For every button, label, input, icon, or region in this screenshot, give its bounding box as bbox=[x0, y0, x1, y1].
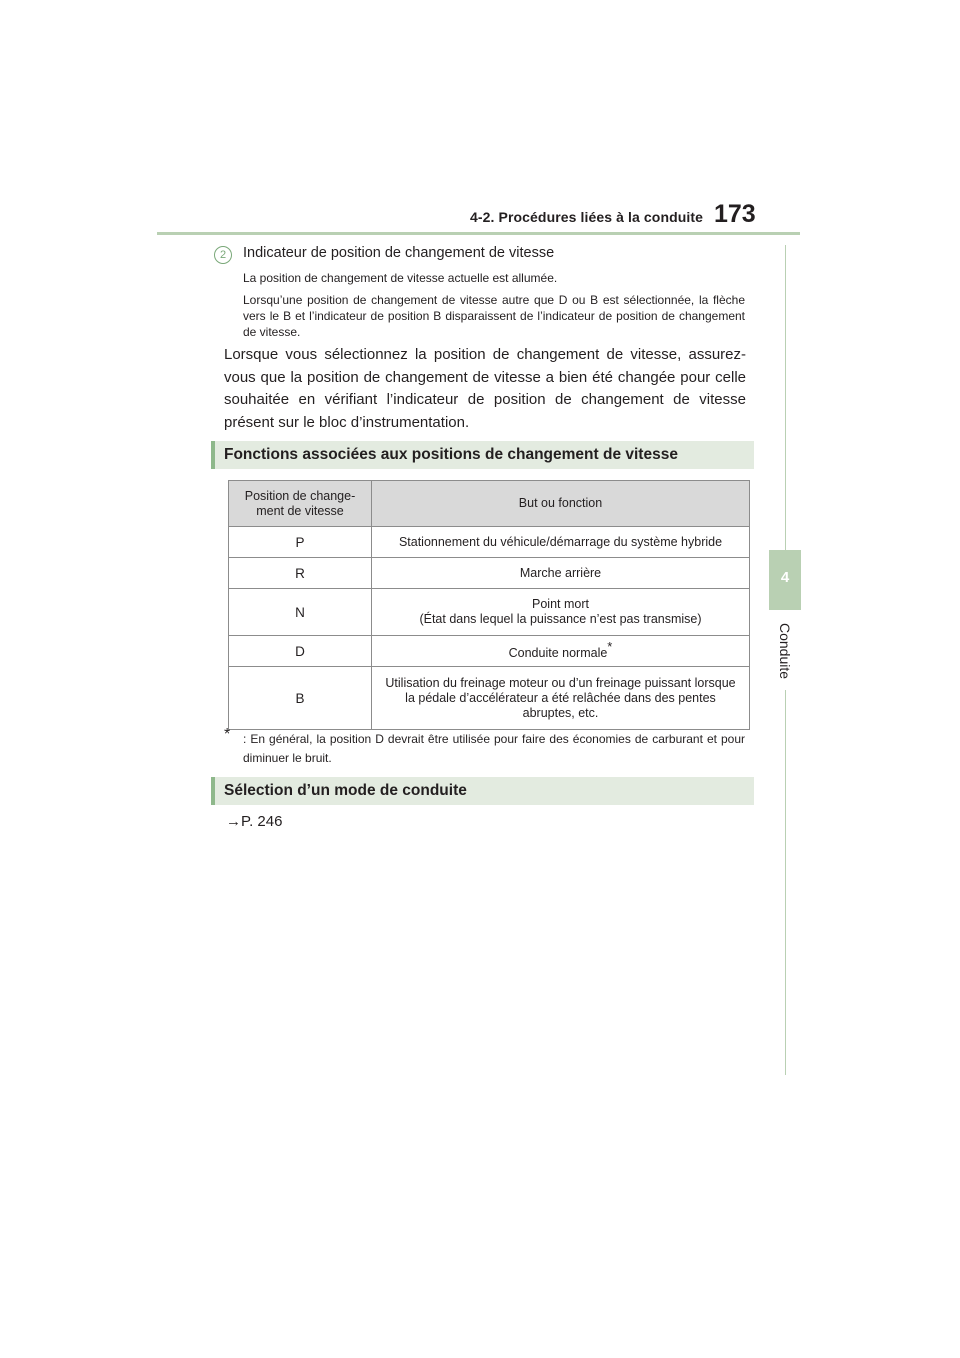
footnote-marker: * bbox=[607, 639, 613, 655]
function-text: Conduite normale bbox=[508, 646, 608, 661]
table-cell-position: B bbox=[229, 667, 372, 730]
page-reference: →P. 246 bbox=[226, 813, 283, 830]
header-section-title: 4-2. Procédures liées à la conduite bbox=[470, 209, 704, 225]
table-header-position: Position de change- ment de vitesse bbox=[229, 481, 372, 527]
table-row bbox=[229, 636, 750, 667]
body-paragraph: Lorsque vous sélectionnez la position de changement de vitesse, assurez-vous que la position de changement de vitesse a bien été changée pour celle souhaitée en vérifiant l’indicateur de position de changement de vitesse présent sur le bloc d’instrumentation. bbox=[224, 346, 746, 431]
table-cell-position: N bbox=[229, 589, 372, 636]
item-number-badge: 2 bbox=[214, 246, 232, 264]
section-heading-functions: Fonctions associées aux positions de changement de vitesse bbox=[211, 441, 754, 469]
function-line-1: Point mort bbox=[532, 597, 589, 611]
header-divider bbox=[157, 232, 800, 235]
table-row bbox=[229, 589, 750, 636]
table-header-function: But ou fonction bbox=[372, 481, 750, 527]
section-heading-drive-mode: Sélection d’un mode de conduite bbox=[211, 777, 754, 805]
gear-function-table bbox=[228, 480, 750, 730]
table-cell-position: P bbox=[229, 527, 372, 558]
function-line-2: (État dans lequel la puissance n’est pas transmise) bbox=[419, 612, 702, 626]
indicator-note-1: La position de changement de vitesse actuelle est allumée. bbox=[243, 271, 558, 285]
footnote-text: : En général, la position D devrait être utilisée pour faire des économies de carburant et pour diminuer le bruit. bbox=[243, 732, 745, 765]
table-cell-function bbox=[372, 636, 750, 667]
table-cell-position: D bbox=[229, 636, 372, 667]
table-row bbox=[229, 558, 750, 589]
table-cell-position: R bbox=[229, 558, 372, 589]
table-cell-function: Stationnement du véhicule/démarrage du système hybride bbox=[372, 527, 750, 558]
chapter-label: Conduite bbox=[777, 622, 793, 680]
indicator-title: Indicateur de position de changement de vitesse bbox=[243, 245, 555, 261]
table-cell-function bbox=[372, 589, 750, 636]
side-divider-bottom bbox=[785, 690, 786, 1075]
table-cell-function: Marche arrière bbox=[372, 558, 750, 589]
footnote-star: * bbox=[224, 726, 231, 743]
page-number: 173 bbox=[714, 200, 756, 228]
side-divider-top bbox=[785, 245, 786, 550]
table-cell-function: Utilisation du freinage moteur ou d’un freinage puissant lorsque la pédale d’accélérateur a été relâchée dans des pentes abruptes, etc. bbox=[372, 667, 750, 730]
indicator-note-2: Lorsqu’une position de changement de vitesse autre que D ou B est sélectionnée, la flèche vers le B et l’indicateur de position B disparaissent de l’indicateur de position de changement de vitesse. bbox=[243, 293, 745, 339]
chapter-number: 4 bbox=[780, 569, 790, 586]
table-row bbox=[229, 667, 750, 730]
table-row bbox=[229, 527, 750, 558]
